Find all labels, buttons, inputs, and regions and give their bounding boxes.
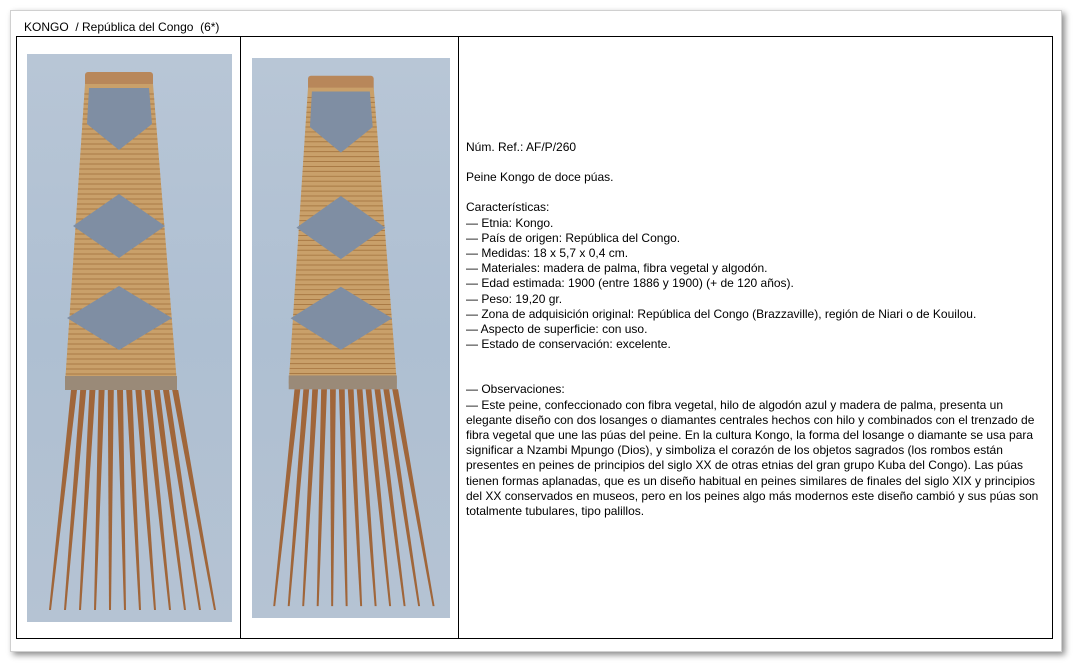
feature-line: — Etnia: Kongo. xyxy=(466,215,554,230)
feature-line: — País de origen: República del Congo. xyxy=(466,230,681,245)
comb-photo-front-icon xyxy=(27,54,232,622)
comb-body xyxy=(49,72,216,610)
observations-text: — Este peine, confeccionado con fibra vegetal, hilo de algodón azul y madera de palma, presenta un elegante diseño con dos losanges o diamantes centrales hechos con hilo y combinados con el trenzado de fibra vegetal que une las púas del peine. En la cultura Kongo, la forma del losange o diamante se usa para significar a Nzambi Mpungo (Dios), y simboliza el corazón de los objetos sagrados (los rombos están presentes en peines de principios del siglo XX de otras etnias del gran grupo Kuba del Congo). Las púas tienen formas aplanadas, que es un diseño habitual en peines similares de finales del siglo XIX y principios del XX conservados en museos, pero en los peines algo más modernos este diseño cambió y sus púas son totalmente tubulares, tipo palillos. xyxy=(466,397,1039,519)
page-title: KONGO / República del Congo (6*) xyxy=(24,20,220,34)
feature-line: — Zona de adquisición original: República del Congo (Brazzaville), región de Niari o de Kouilou. xyxy=(466,306,977,321)
column-divider xyxy=(458,36,459,639)
description-block xyxy=(466,140,1046,519)
comb-body xyxy=(273,76,434,606)
feature-line: — Estado de conservación: excelente. xyxy=(466,337,671,352)
feature-line: — Materiales: madera de palma, fibra vegetal y algodón. xyxy=(466,261,768,276)
comb-photo-back xyxy=(252,58,450,618)
reference-number: Núm. Ref.: AF/P/260 xyxy=(466,140,577,154)
column-divider xyxy=(240,36,241,639)
object-name: Peine Kongo de doce púas. xyxy=(466,170,614,185)
comb-photo-front xyxy=(27,54,232,622)
feature-line: — Edad estimada: 1900 (entre 1886 y 1900) (+ de 120 años). xyxy=(466,276,794,291)
feature-line: — Aspecto de superficie: con uso. xyxy=(466,322,648,337)
feature-line: — Medidas: 18 x 5,7 x 0,4 cm. xyxy=(466,246,629,261)
feature-line: — Peso: 19,20 gr. xyxy=(466,291,563,306)
features-heading: Características: xyxy=(466,200,550,215)
observations-heading: — Observaciones: xyxy=(466,382,565,397)
comb-photo-back-icon xyxy=(252,58,450,618)
